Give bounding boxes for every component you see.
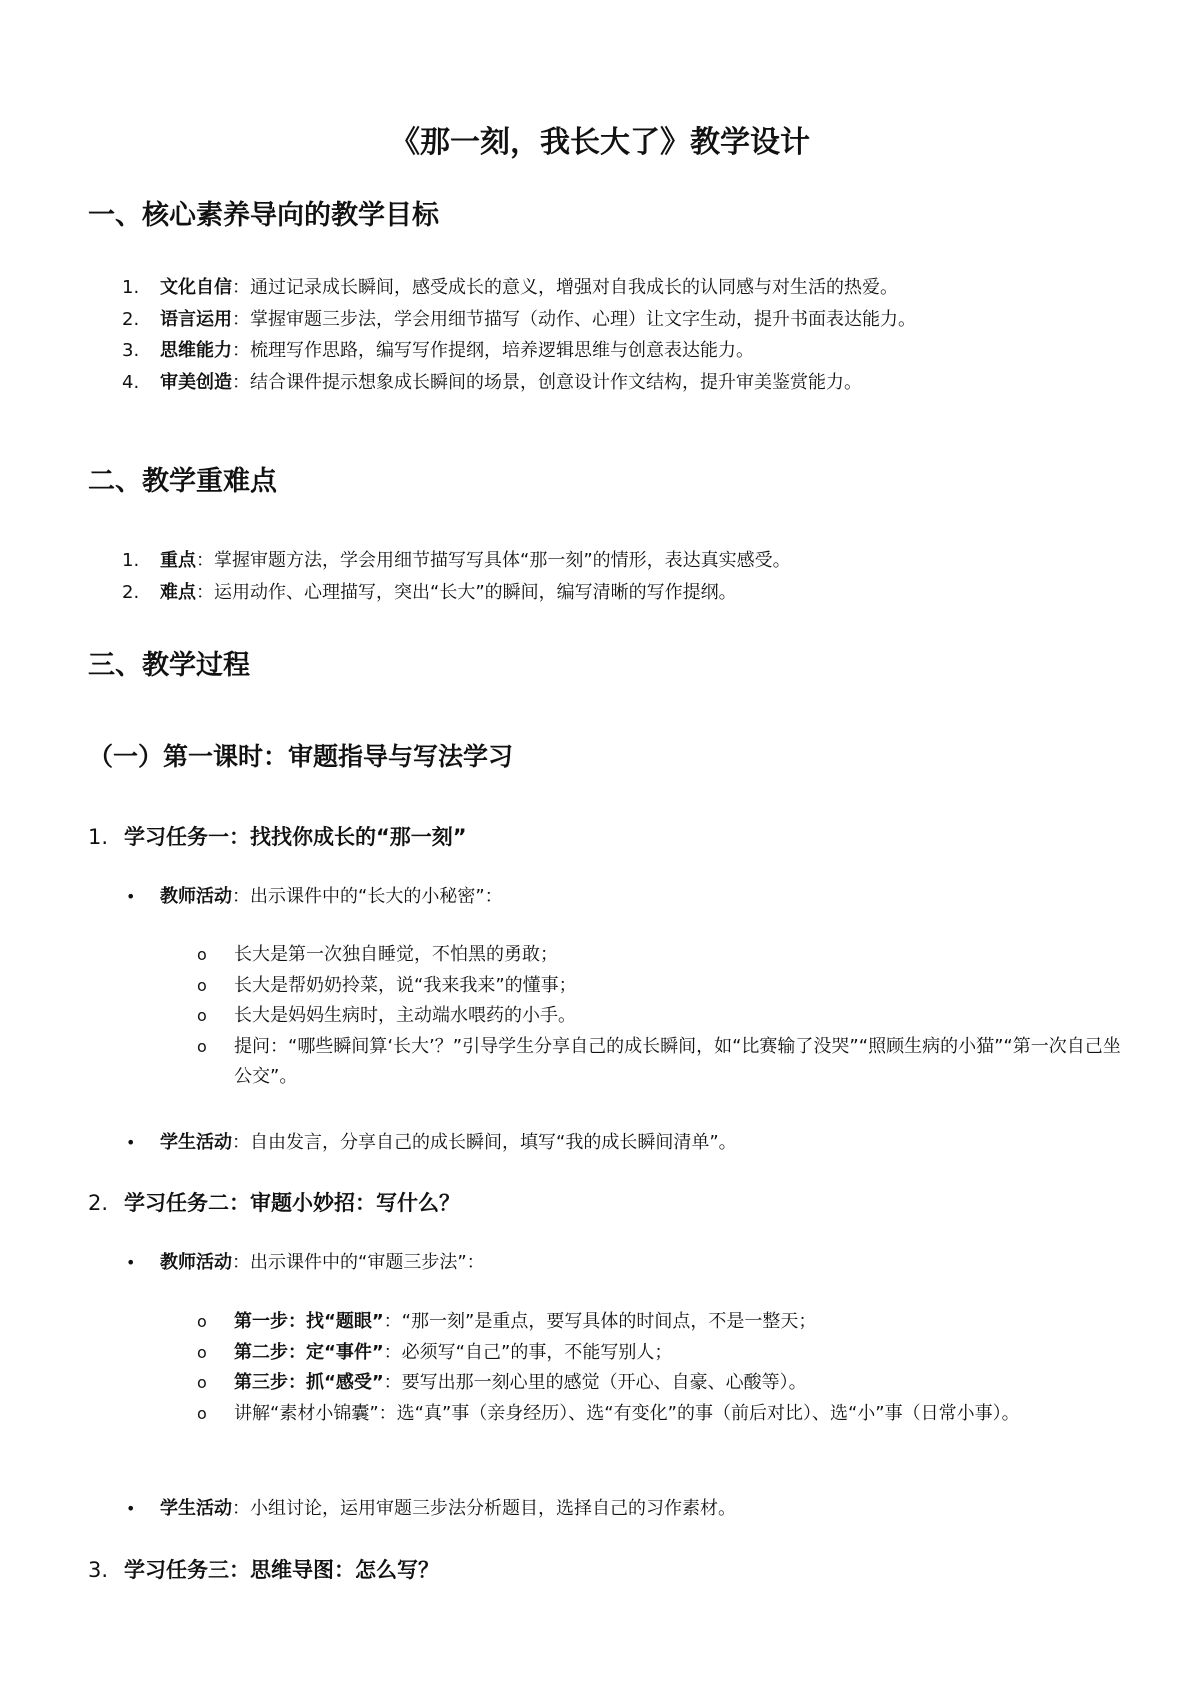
teacher-sub-list (0, 940, 1134, 1093)
list-item: 1. 重点：掌握审题方法，学会用细节描写写具体“那一刻”的情形，表达真实感受。 (122, 550, 791, 571)
list-item: o 讲解“素材小锦囊”：选“真”事（亲身经历）、选“有变化”的事（前后对比）、选“小”事（日常小事）。 (197, 1402, 1020, 1424)
goals-list (0, 272, 916, 398)
task-heading: 2. 学习任务二：审题小妙招：写什么？ (88, 1191, 460, 1215)
list-item: 1. 文化自信：通过记录成长瞬间，感受成长的意义，增强对自我成长的认同感与对生活的热爱。 (122, 277, 898, 298)
section-heading-process: 三、教学过程 (88, 650, 250, 681)
list-item: 4. 审美创造：结合课件提示想象成长瞬间的场景，创意设计作文结构，提升审美鉴赏能力。 (122, 371, 862, 393)
lesson-heading: （一）第一课时：审题指导与写法学习 (88, 742, 514, 771)
list-item: o 长大是帮奶奶拎菜，说“我来我来”的懂事； (197, 974, 577, 996)
list-item: 2. 语言运用：掌握审题三步法，学会用细节描写（动作、心理）让文字生动，提升书面表达能力。 (122, 308, 916, 330)
section-heading-goals: 一、核心素养导向的教学目标 (88, 200, 439, 231)
list-item: o 第三步：抓“感受”：要写出那一刻心里的感觉（开心、自豪、心酸等）。 (197, 1372, 807, 1393)
task-heading: 1. 学习任务一：找找你成长的“那一刻” (88, 825, 467, 849)
list-item: o 长大是第一次独自睡觉，不怕黑的勇敢； (197, 944, 558, 965)
list-item: 2. 难点：运用动作、心理描写，突出“长大”的瞬间，编写清晰的写作提纲。 (122, 581, 737, 603)
document-page: 《那一刻，我长大了》教学设计 一、核心素养导向的教学目标 1. 文化自信：通过记录成长瞬间，感受成长的意义，增强对自我成长的认同感与对生活的热爱。 2. 语言运用：掌握审题三步法，学会用细节描写（动作、心理）让文字生动，提升书面表达能力。 3. 思维能力：梳理写作思路，编写写作提纲，培养逻辑思维与创意表达能力。 4. 审美创造：结合课件提示想象成长瞬间的场景，创意设计作文结构，提升审美鉴赏能力。 二、教学重难点 1. 重点：掌握审题方法，学会用细节描写写具体“那一刻”的情形，表达真实感受。 2. 难点：运用动作、心理描写，突出“长大”的瞬间，编写清晰的写作提纲。 三、教学过程 （一）第一课时：审题指导与写法学习 1. 学习任务一：找找你成长的“那一刻” • 教师活动：出示课件中的“长大的小秘密”： o 长大是第一次独自睡觉，不怕黑的勇敢； o 长大是帮奶奶拎菜，说“我来我来”的懂事； o 长大是妈妈生病时，主动端水喂药的小手。 o 提问：“哪些瞬间算‘长大’？”引导学生分享自己的成长瞬间，如“比赛输了没哭”“照顾生病的小猫”“第一次自己坐公交”。 • 学生活动：自由发言，分享自己的成长瞬间，填写“我的成长瞬间清单”。 2. 学习任务二：审题小妙招：写什么？ • 教师活动：出示课件中的“审题三步法”： o 第一步：找“题眼”：“那一刻”是重点，要写具体的时间点，不是一整天； o 第二步：定“事件”：必须写“自己”的事，不能写别人； o 第三步：抓“感受”：要写出那一刻心里的感觉（开心、自豪、心酸等）。 o 讲解“素材小锦囊”：选“真”事（亲身经历）、选“有变化”的事（前后对比）、选“小”事（日常小事）。 • 学生活动：小组讨论，运用审题三步法分析题目，选择自己的习作素材。 3. 学习任务三：思维导图：怎么写？ (0, 0, 1200, 1697)
task-heading: 3. 学习任务三：思维导图：怎么写？ (88, 1558, 439, 1582)
section-heading-key-points: 二、教学重难点 (88, 466, 277, 497)
list-item: o 第二步：定“事件”：必须写“自己”的事，不能写别人； (197, 1341, 673, 1363)
list-item: o 提问：“哪些瞬间算‘长大’？”引导学生分享自己的成长瞬间，如“比赛输了没哭”“照顾生病的小猫”“第一次自己坐公交”。 (197, 1035, 1121, 1087)
list-item: 3. 思维能力：梳理写作思路，编写写作提纲，培养逻辑思维与创意表达能力。 (122, 340, 754, 361)
list-item: o 第一步：找“题眼”：“那一刻”是重点，要写具体的时间点，不是一整天； (197, 1311, 817, 1332)
key-points-list (0, 545, 791, 608)
teacher-sub-list (0, 1307, 1134, 1429)
list-item: o 长大是妈妈生病时，主动端水喂药的小手。 (197, 1005, 576, 1026)
document-title: 《那一刻，我长大了》教学设计 (390, 125, 810, 160)
